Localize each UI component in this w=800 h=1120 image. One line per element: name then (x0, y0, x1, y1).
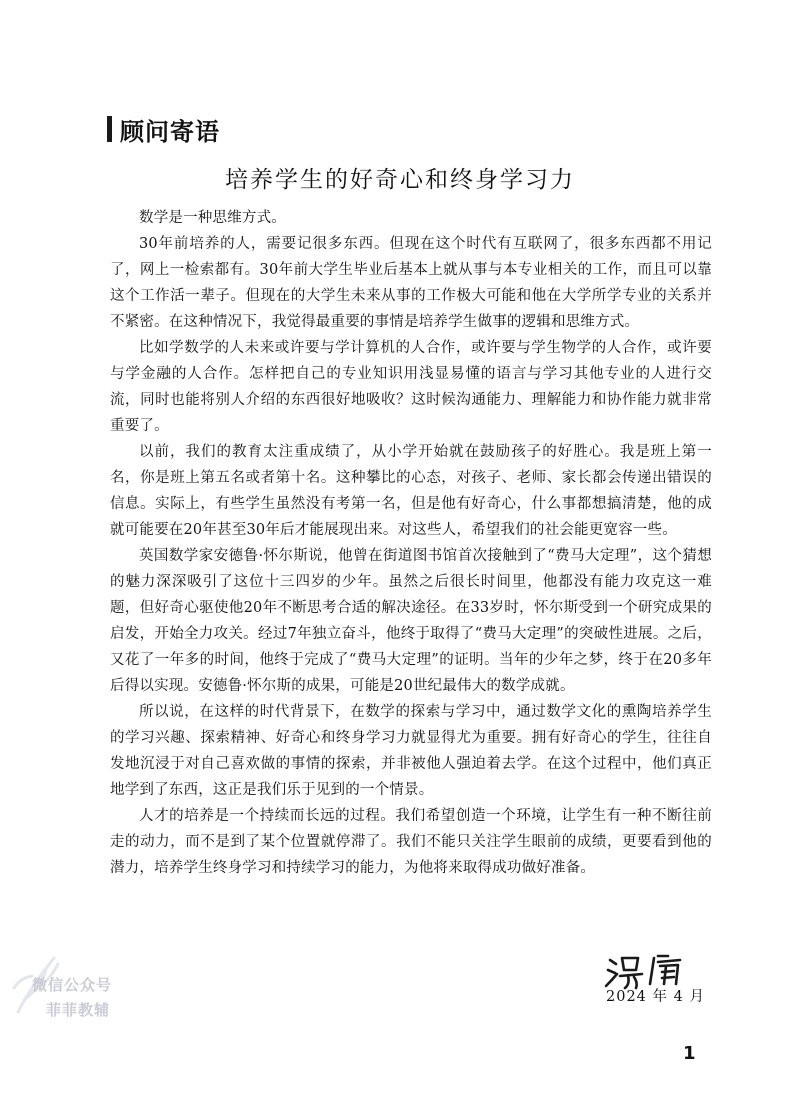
date: 2024 年 4 月 (606, 989, 705, 1005)
article-title: 培养学生的好奇心和终身学习力 (225, 167, 575, 193)
section-marker-bar (107, 116, 112, 142)
article-body (110, 205, 712, 881)
paragraph: 比如学数学的人未来或许要与学计算机的人合作，或许要与学生物学的人合作，或许要与学金融的人合作。怎样把自己的专业知识用浅显易懂的语言与学习其他专业的人进行交流，同时也能将别人介绍的东西很好地吸收？这时候沟通能力、理解能力和协作能力就非常重要了。 (110, 340, 712, 434)
paragraph: 英国数学家安德鲁·怀尔斯说，他曾在街道图书馆首次接触到了“费马大定理”，这个猜想的魅力深深吸引了这位十三四岁的少年。虽然之后很长时间里，他都没有能力攻克这一难题，但好奇心驱使他20年不断思考合适的解决途径。在33岁时，怀尔斯受到一个研究成果的启发，开始全力攻关。经过7年独立奋斗，他终于取得了“费马大定理”的突破性进展。之后，又花了一年多的时间，他终于完成了“费马大定理”的证明。当年的少年之梦，终于在20多年后得以实现。安德鲁·怀尔斯的成果，可能是20世纪最伟大的数学成就。 (110, 548, 712, 694)
section-header (107, 112, 220, 146)
watermark-line1: 微信公众号 (32, 976, 113, 994)
section-title: 顾问寄语 (120, 117, 220, 146)
paragraph: 人才的培养是一个持续而长远的过程。我们希望创造一个环境，让学生有一种不断往前走的动力，而不是到了某个位置就停滞了。我们不能只关注学生眼前的成绩，更要看到他的潜力，培养学生终身学习和持续学习的能力，为他将来取得成功做好准备。 (110, 808, 712, 876)
paragraph: 30年前培养的人，需要记很多东西。但现在这个时代有互联网了，很多东西都不用记了，网上一检索都有。30年前大学生毕业后基本上就从事与本专业相关的工作，而且可以靠这个工作活一辈子。但现在的大学生未来从事的工作极大可能和他在大学所学专业的关系并不紧密。在这种情况下，我觉得最重要的事情是培养学生做事的逻辑和思维方式。 (110, 236, 712, 330)
paragraph: 数学是一种思维方式。 (139, 210, 286, 226)
paragraph: 所以说，在这样的时代背景下，在数学的探索与学习中，通过数学文化的熏陶培养学生的学习兴趣、探索精神、好奇心和终身学习力就显得尤为重要。拥有好奇心的学生，往往自发地沉浸于对自己喜欢做的事情的探索，并非被他人强迫着去学。在这个过程中，他们真正地学到了东西，这正是我们乐于见到的一个情景。 (110, 704, 712, 798)
page-number: 1 (683, 1043, 696, 1064)
paragraph: 以前，我们的教育太注重成绩了，从小学开始就在鼓励孩子的好胜心。我是班上第一名，你是班上第五名或者第十名。这种攀比的心态，对孩子、老师、家长都会传递出错误的信息。实际上，有些学生虽然没有考第一名，但是他有好奇心，什么事都想搞清楚，他的成就可能要在20年甚至30年后才能展现出来。对这些人，希望我们的社会能更宽容一些。 (110, 444, 712, 538)
watermark-line2: 菲菲教辅 (46, 1001, 111, 1019)
watermark (0, 940, 150, 1050)
handwritten-signature (598, 950, 708, 990)
